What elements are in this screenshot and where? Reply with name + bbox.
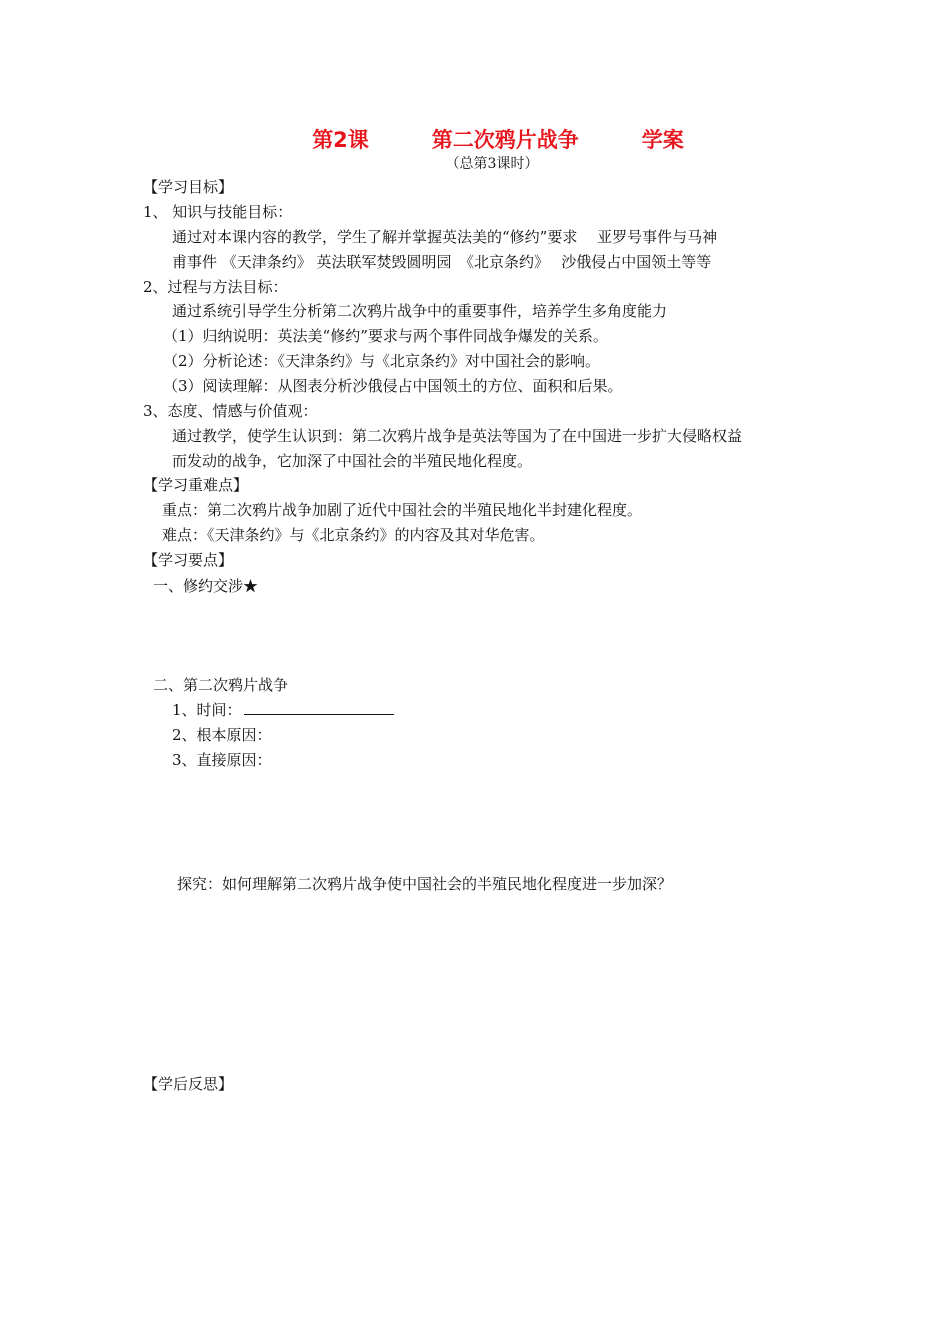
essentials-heading: 【学习要点】 bbox=[143, 551, 234, 569]
objective-3-text-b: 而发动的战争，它加深了中国社会的半殖民地化程度。 bbox=[172, 452, 533, 470]
objective-3-title: 3、态度、情感与价值观： bbox=[143, 402, 318, 420]
key-point-difficulty: 难点：《天津条约》与《北京条约》的内容及其对华危害。 bbox=[162, 526, 545, 544]
document-subtitle: （总第3课时） bbox=[445, 156, 539, 172]
objective-2-text: 通过系统引导学生分析第二次鸦片战争中的重要事件，培养学生多角度能力 bbox=[172, 302, 668, 320]
document-title: 第2课 第二次鸦片战争 学案 bbox=[312, 128, 684, 152]
objective-3-text-a: 通过教学，使学生认识到：第二次鸦片战争是英法等国为了在中国进一步扩大侵略权益 bbox=[172, 427, 743, 445]
key-point-focus: 重点：第二次鸦片战争加剧了近代中国社会的半殖民地化半封建化程度。 bbox=[162, 501, 643, 519]
objective-1-text-a: 通过对本课内容的教学，学生了解并掌握英法美的“修约”要求 亚罗号事件与马神 bbox=[172, 228, 718, 246]
section-2-title: 二、第二次鸦片战争 bbox=[153, 676, 289, 694]
section-2-root-cause: 2、根本原因： bbox=[172, 726, 272, 744]
key-points-heading: 【学习重难点】 bbox=[143, 476, 249, 494]
section-2-direct-cause: 3、直接原因： bbox=[172, 751, 272, 769]
objective-1-text-b: 甫事件 《天津条约》 英法联军焚毁圆明园 《北京条约》 沙俄侵占中国领土等等 bbox=[172, 253, 712, 271]
objective-2-sub3: （3）阅读理解：从图表分析沙俄侵占中国领土的方位、面积和后果。 bbox=[163, 377, 623, 395]
objectives-heading: 【学习目标】 bbox=[143, 178, 234, 196]
objective-2-sub1: （1）归纳说明：英法美“修约”要求与两个事件同战争爆发的关系。 bbox=[163, 327, 608, 345]
objective-2-sub2: （2）分析论述：《天津条约》与《北京条约》对中国社会的影响。 bbox=[163, 352, 601, 370]
explore-question: 探究：如何理解第二次鸦片战争使中国社会的半殖民地化程度进一步加深？ bbox=[177, 875, 673, 893]
reflection-heading: 【学后反思】 bbox=[143, 1075, 234, 1093]
objective-1-title: 1、 知识与技能目标： bbox=[143, 203, 293, 221]
section-1-title: 一、修约交涉★ bbox=[153, 577, 259, 595]
objective-2-title: 2、过程与方法目标： bbox=[143, 278, 288, 296]
section-2-time bbox=[172, 700, 394, 720]
time-label: 1、时间： bbox=[172, 701, 242, 719]
time-blank-line[interactable] bbox=[244, 700, 394, 715]
